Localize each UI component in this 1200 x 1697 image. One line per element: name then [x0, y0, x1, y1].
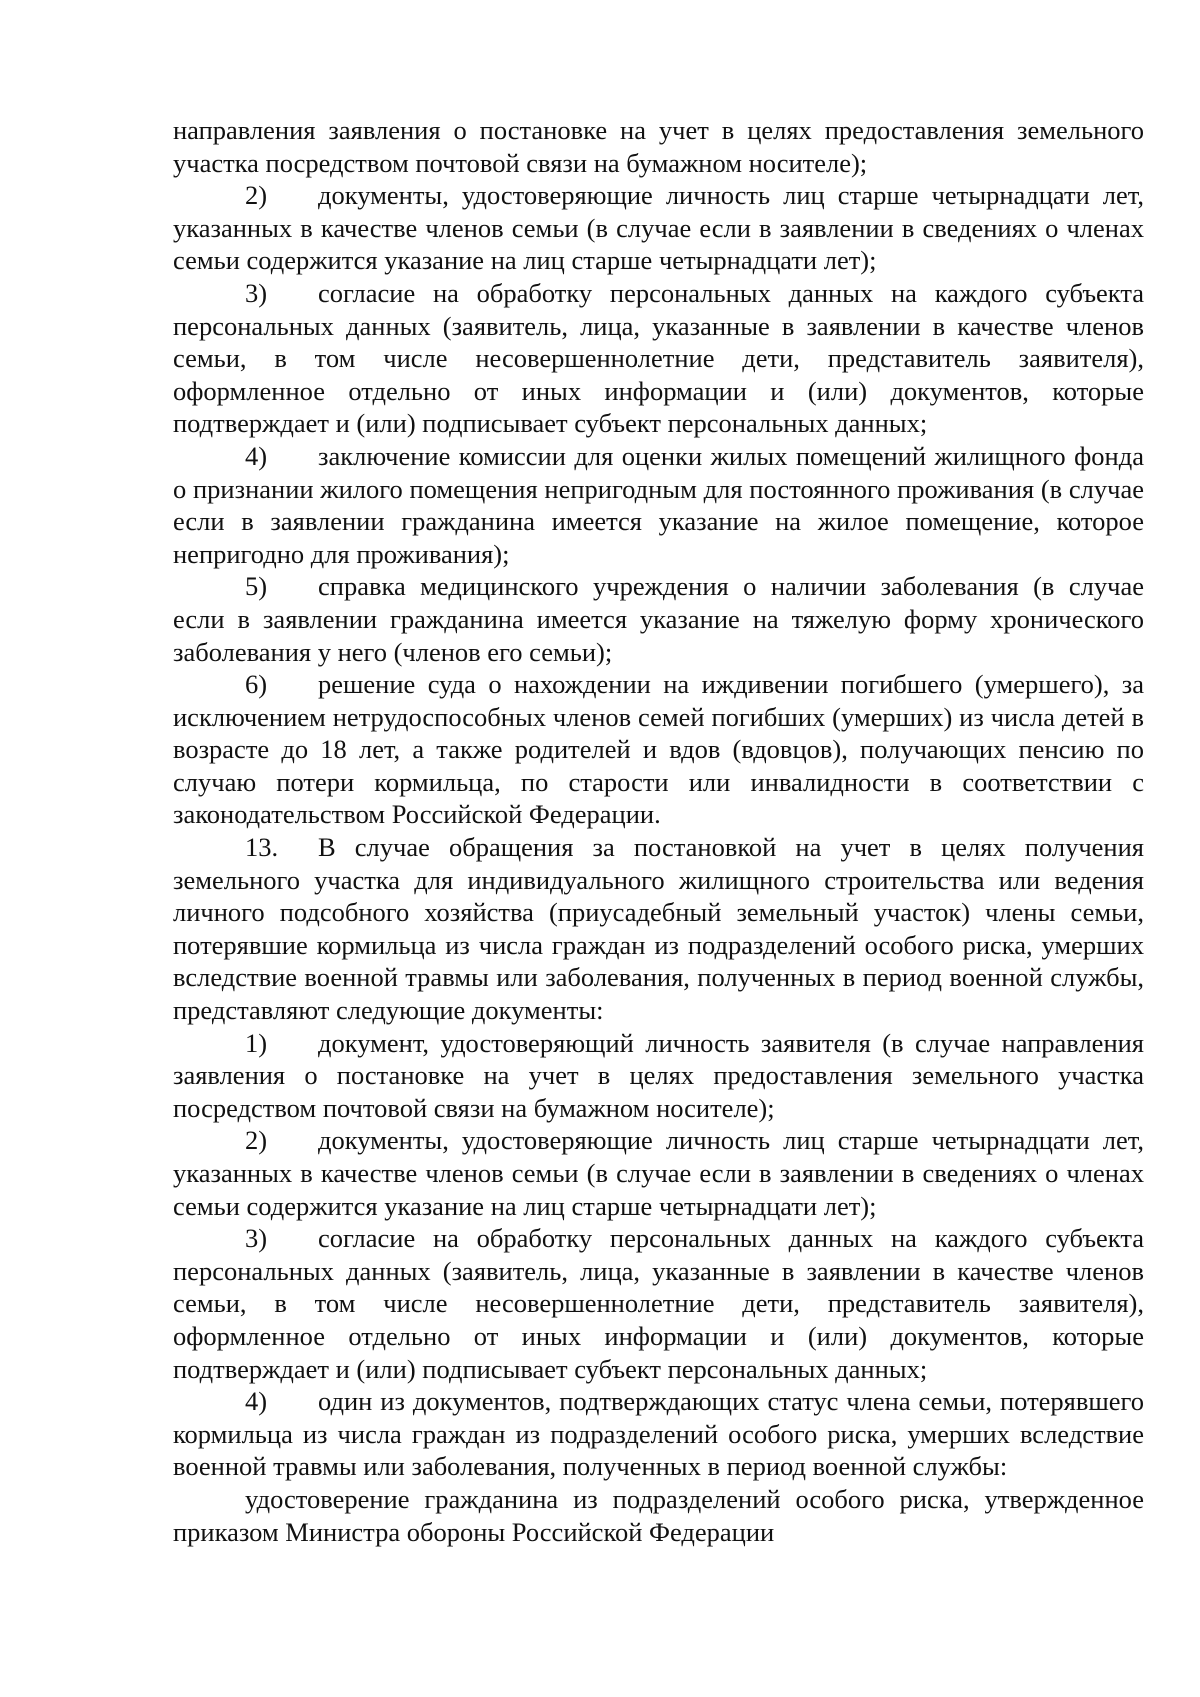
indented-paragraph [173, 1483, 1144, 1548]
item-number: 6) [245, 669, 268, 700]
item-number: 2) [245, 1125, 268, 1156]
list-item [173, 277, 1144, 440]
item-number: 3) [245, 1223, 268, 1254]
list-item [173, 668, 1144, 831]
paragraph-text: В случае обращения за постановкой на учет в целях получения земельного участка для индивидуального жилищного строительства или ведения личного подсобного хозяйства (приусадебный земельный участок) члены семьи, потерявшие кормильца из числа граждан из подразделений особого риска, умерших вследствие военной травмы или заболевания, полученных в период военной службы, представляют следующие документы: [173, 832, 1144, 1026]
paragraph-text: решение суда о нахождении на иждивении погибшего (умершего), за исключением нетрудоспособных членов семей погибших (умерших) из числа детей в возрасте до 18 лет, а также родителей и вдов (вдовцов), получающих пенсию по случаю потери кормильца, по старости или инвалидности в соответствии с законодательством Российской Федерации. [173, 669, 1144, 830]
item-number: 4) [245, 440, 268, 471]
paragraph-text: направления заявления о постановке на учет в целях предоставления земельного участка посредством почтовой связи на бумажном носителе); [173, 115, 1144, 178]
paragraph-text: один из документов, подтверждающих статус члена семьи, потерявшего кормильца из числа граждан из подразделений особого риска, умерших вследствие военной травмы или заболевания, полученных в период военной службы: [173, 1386, 1144, 1482]
paragraph-text: справка медицинского учреждения о наличии заболевания (в случае если в заявлении гражданина имеется указание на тяжелую форму хронического заболевания у него (членов его семьи); [173, 571, 1144, 667]
paragraph-text: документ, удостоверяющий личность заявителя (в случае направления заявления о постановке на учет в целях предоставления земельного участка посредством почтовой связи на бумажном носителе); [173, 1027, 1144, 1123]
list-item [173, 1222, 1144, 1385]
paragraph-text: документы, удостоверяющие личность лиц старше четырнадцати лет, указанных в качестве членов семьи (в случае если в заявлении в сведениях о членах семьи содержится указание на лиц старше четырнадцати лет); [173, 1125, 1144, 1221]
list-item [173, 1385, 1144, 1483]
item-number: 5) [245, 571, 268, 602]
item-number: 4) [245, 1386, 268, 1417]
list-item [173, 1027, 1144, 1125]
list-item [173, 179, 1144, 277]
section-number: 13. [245, 832, 279, 863]
list-item [173, 570, 1144, 668]
item-number: 2) [245, 180, 268, 211]
document-body [173, 114, 1144, 1548]
list-item [173, 1124, 1144, 1222]
item-number: 3) [245, 277, 268, 308]
paragraph-text: удостоверение гражданина из подразделений особого риска, утвержденное приказом Министра обороны Российской Федерации [173, 1483, 1144, 1547]
paragraph-text: документы, удостоверяющие личность лиц старше четырнадцати лет, указанных в качестве членов семьи (в случае если в заявлении в сведениях о членах семьи содержится указание на лиц старше четырнадцати лет); [173, 180, 1144, 276]
paragraph-text: согласие на обработку персональных данных на каждого субъекта персональных данных (заявитель, лица, указанные в заявлении в качестве членов семьи, в том числе несовершеннолетние дети, представитель заявителя), оформленное отдельно от иных информации и (или) документов, которые подтверждает и (или) подписывает субъект персональных данных; [173, 277, 1144, 439]
item-number: 1) [245, 1027, 268, 1058]
paragraph-continuation [173, 114, 1144, 179]
paragraph-text: заключение комиссии для оценки жилых помещений жилищного фонда о признании жилого помещения непригодным для постоянного проживания (в случае если в заявлении гражданина имеется указание на жилое помещение, которое непригодно для проживания); [173, 440, 1144, 569]
list-item [173, 440, 1144, 570]
paragraph-text: согласие на обработку персональных данных на каждого субъекта персональных данных (заявитель, лица, указанные в заявлении в качестве членов семьи, в том числе несовершеннолетние дети, представитель заявителя), оформленное отдельно от иных информации и (или) документов, которые подтверждает и (или) подписывает субъект персональных данных; [173, 1223, 1144, 1384]
section-paragraph [173, 831, 1144, 1027]
